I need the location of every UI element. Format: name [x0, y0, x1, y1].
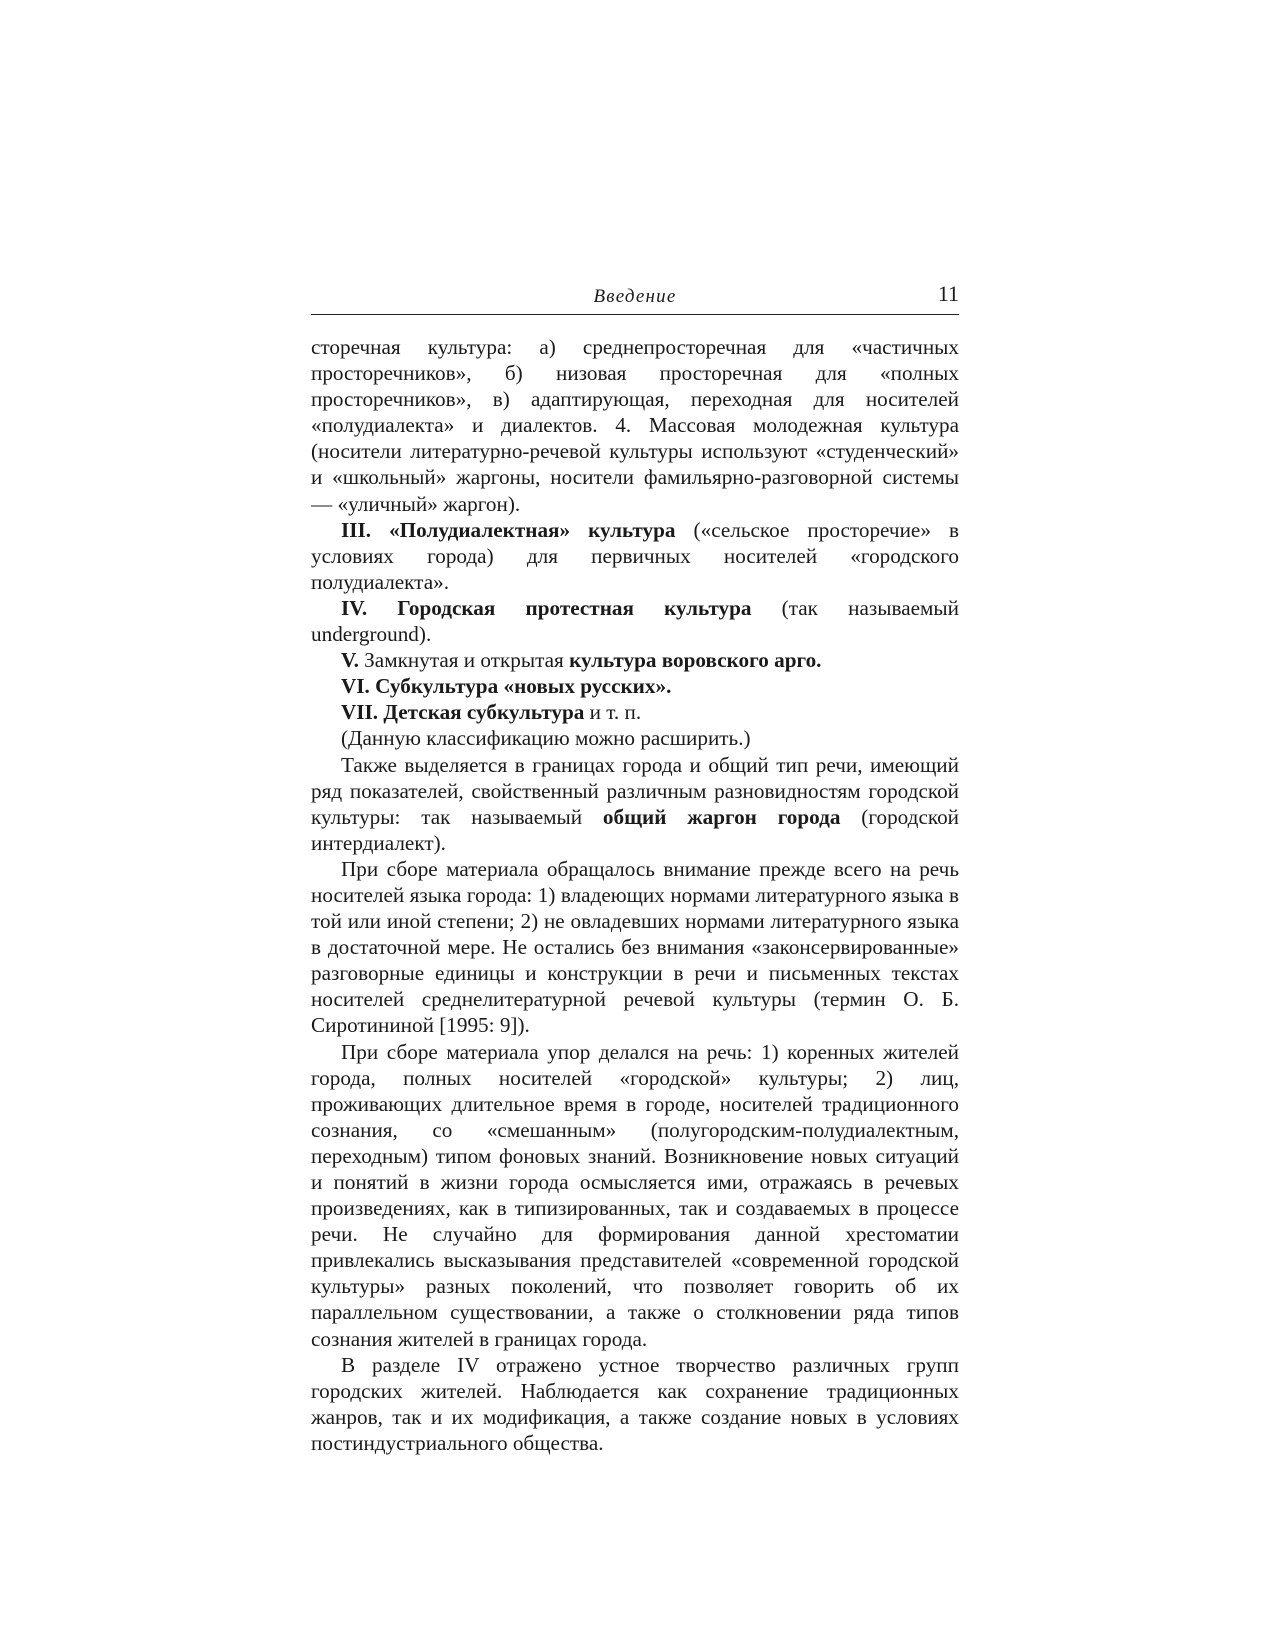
paragraph-protest-culture: IV. Городская протестная культура (так называемый underground). [311, 595, 959, 647]
heading-new-russians: VI. Субкультура «новых русских». [341, 674, 672, 699]
paragraph-material-collection-2: При сборе материала упор делался на речь: 1) коренных жителей города, полных носителей «городской» культуры; 2) лиц, проживающих длительное время в городе, носителей традиционного сознания, со «смешанным» (полугородским-полудиалектным, переходным) типом фоновых знаний. Возникновение новых ситуаций и понятий в жизни города осмысляется ими, отражаясь в речевых произведениях, как в типизированных, так и создаваемых в процессе речи. Не случайно для формирования данной хрестоматии привлекались высказывания представителей «современной городской культуры» разных поколений, что позволяет говорить об их параллельном существовании, а также о столкновении ряда типов сознания жителей в границах города. [311, 1039, 959, 1351]
paragraph-new-russians [311, 673, 959, 699]
paragraph-section-iv: В разделе IV отражено устное творчество различных групп городских жителей. Наблюдается как сохранение традиционных жанров, так и их модификация, а также создание новых в условиях постиндустриального общества. [311, 1352, 959, 1455]
paragraph-thieves-argot: V. Замкнутая и открытая культура воровского арго. [341, 648, 822, 673]
heading-semidialect-culture: III. «Полудиалектная» культура [341, 517, 676, 542]
term-city-jargon: общий жаргон города [602, 804, 841, 829]
heading-protest-culture: IV. Городская протестная культура [341, 595, 752, 620]
paragraph-classification-note: (Данную классификацию можно расширить.) [341, 726, 751, 751]
paragraph-material-collection-1: При сборе материала обращалось внимание прежде всего на речь носителей языка города: 1) владеющих нормами литературного языка в той или иной степени; 2) не овладевших нормами литературного языка в достаточной мере. Не остались без внимания «законсервированные» разговорные единицы и конструкции в речи и письменных текстах носителей среднелитературной речевой культуры (термин О. Б. Сиротининой [1995: 9]). [311, 856, 959, 1038]
page-header [311, 281, 959, 315]
paragraph-children-subculture: VII. Детская субкультура и т. п. [341, 700, 642, 725]
heading-children-subculture: VII. Детская субкультура [341, 700, 585, 725]
running-head: Введение [593, 286, 677, 307]
paragraph-city-jargon: Также выделяется в границах города и общий тип речи, имеющий ряд показателей, свойственный различным разновидностям городской культуры: так называемый общий жаргон города (городской интердиалект). [311, 752, 959, 855]
heading-thieves-argot: культура воровского арго. [569, 648, 822, 673]
body-text [311, 334, 959, 1456]
paragraph-continuation: сторечная культура: а) среднепросторечная для «частичных просторечников», б) низовая просторечная для «полных просторечников», в) адаптирующая, переходная для носителей «полудиалекта» и диалектов. 4. Массовая молодежная культура (носители литературно-речевой культуры используют «студенческий» и «школьный» жаргоны, носители фамильярно-разговорной системы — «уличный» жаргон). [311, 335, 959, 516]
paragraph-semidialect-culture: III. «Полудиалектная» культура («сельское просторечие» в условиях города) для первичных носителей «городского полудиалекта». [311, 517, 959, 594]
page-number: 11 [937, 281, 959, 306]
